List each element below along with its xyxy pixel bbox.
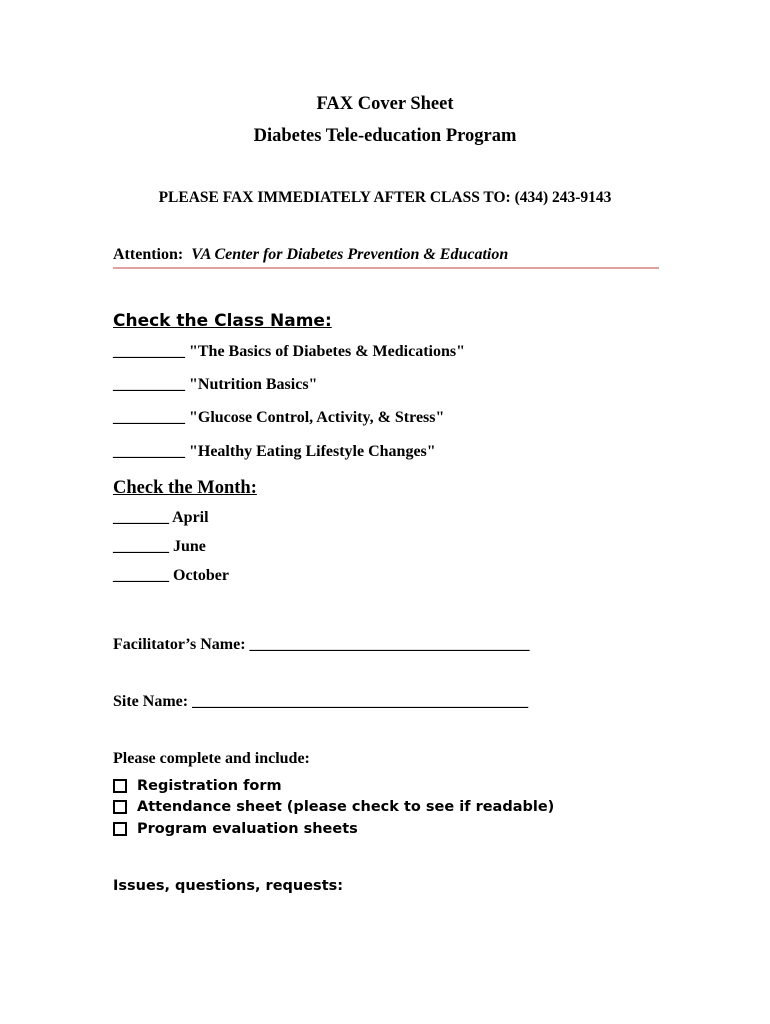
class-option-glucose[interactable]: _________ "Glucose Control, Activity, & Stress"	[113, 409, 445, 426]
page-subtitle: Diabetes Tele-education Program	[253, 126, 517, 146]
attention-line	[113, 246, 508, 264]
attention-underline	[113, 267, 659, 269]
facilitator-name-field[interactable]: Facilitator’s Name: ___________________________________	[113, 636, 530, 653]
class-name-heading: Check the Class Name:	[113, 311, 332, 331]
class-option-basics[interactable]: _________ "The Basics of Diabetes & Medications"	[113, 343, 465, 360]
checkbox-icon[interactable]	[113, 779, 127, 793]
attention-label: Attention:	[113, 246, 184, 263]
page-title: FAX Cover Sheet	[316, 94, 454, 114]
class-option-nutrition[interactable]: _________ "Nutrition Basics"	[113, 376, 318, 393]
month-heading: Check the Month:	[113, 478, 257, 498]
include-item-attendance[interactable]	[113, 799, 554, 815]
include-item-label: Attendance sheet (please check to see if readable)	[137, 799, 555, 815]
include-item-evaluation[interactable]	[113, 821, 358, 837]
checkbox-icon[interactable]	[113, 822, 127, 836]
month-option-june[interactable]: _______ June	[113, 538, 206, 555]
month-option-october[interactable]: _______ October	[113, 567, 229, 584]
site-name-field[interactable]: Site Name: __________________________________________	[113, 693, 529, 710]
class-option-healthy-eating[interactable]: _________ "Healthy Eating Lifestyle Changes"	[113, 443, 436, 460]
checkbox-icon[interactable]	[113, 800, 127, 814]
include-item-label: Program evaluation sheets	[137, 821, 358, 837]
include-heading: Please complete and include:	[113, 750, 310, 767]
include-item-registration[interactable]	[113, 778, 282, 794]
fax-instruction: PLEASE FAX IMMEDIATELY AFTER CLASS TO: (434) 243-9143	[158, 189, 612, 206]
attention-value: VA Center for Diabetes Prevention & Education	[191, 246, 509, 263]
month-option-april[interactable]: _______ April	[113, 509, 209, 526]
issues-label: Issues, questions, requests:	[113, 878, 344, 894]
include-item-label: Registration form	[137, 778, 282, 794]
